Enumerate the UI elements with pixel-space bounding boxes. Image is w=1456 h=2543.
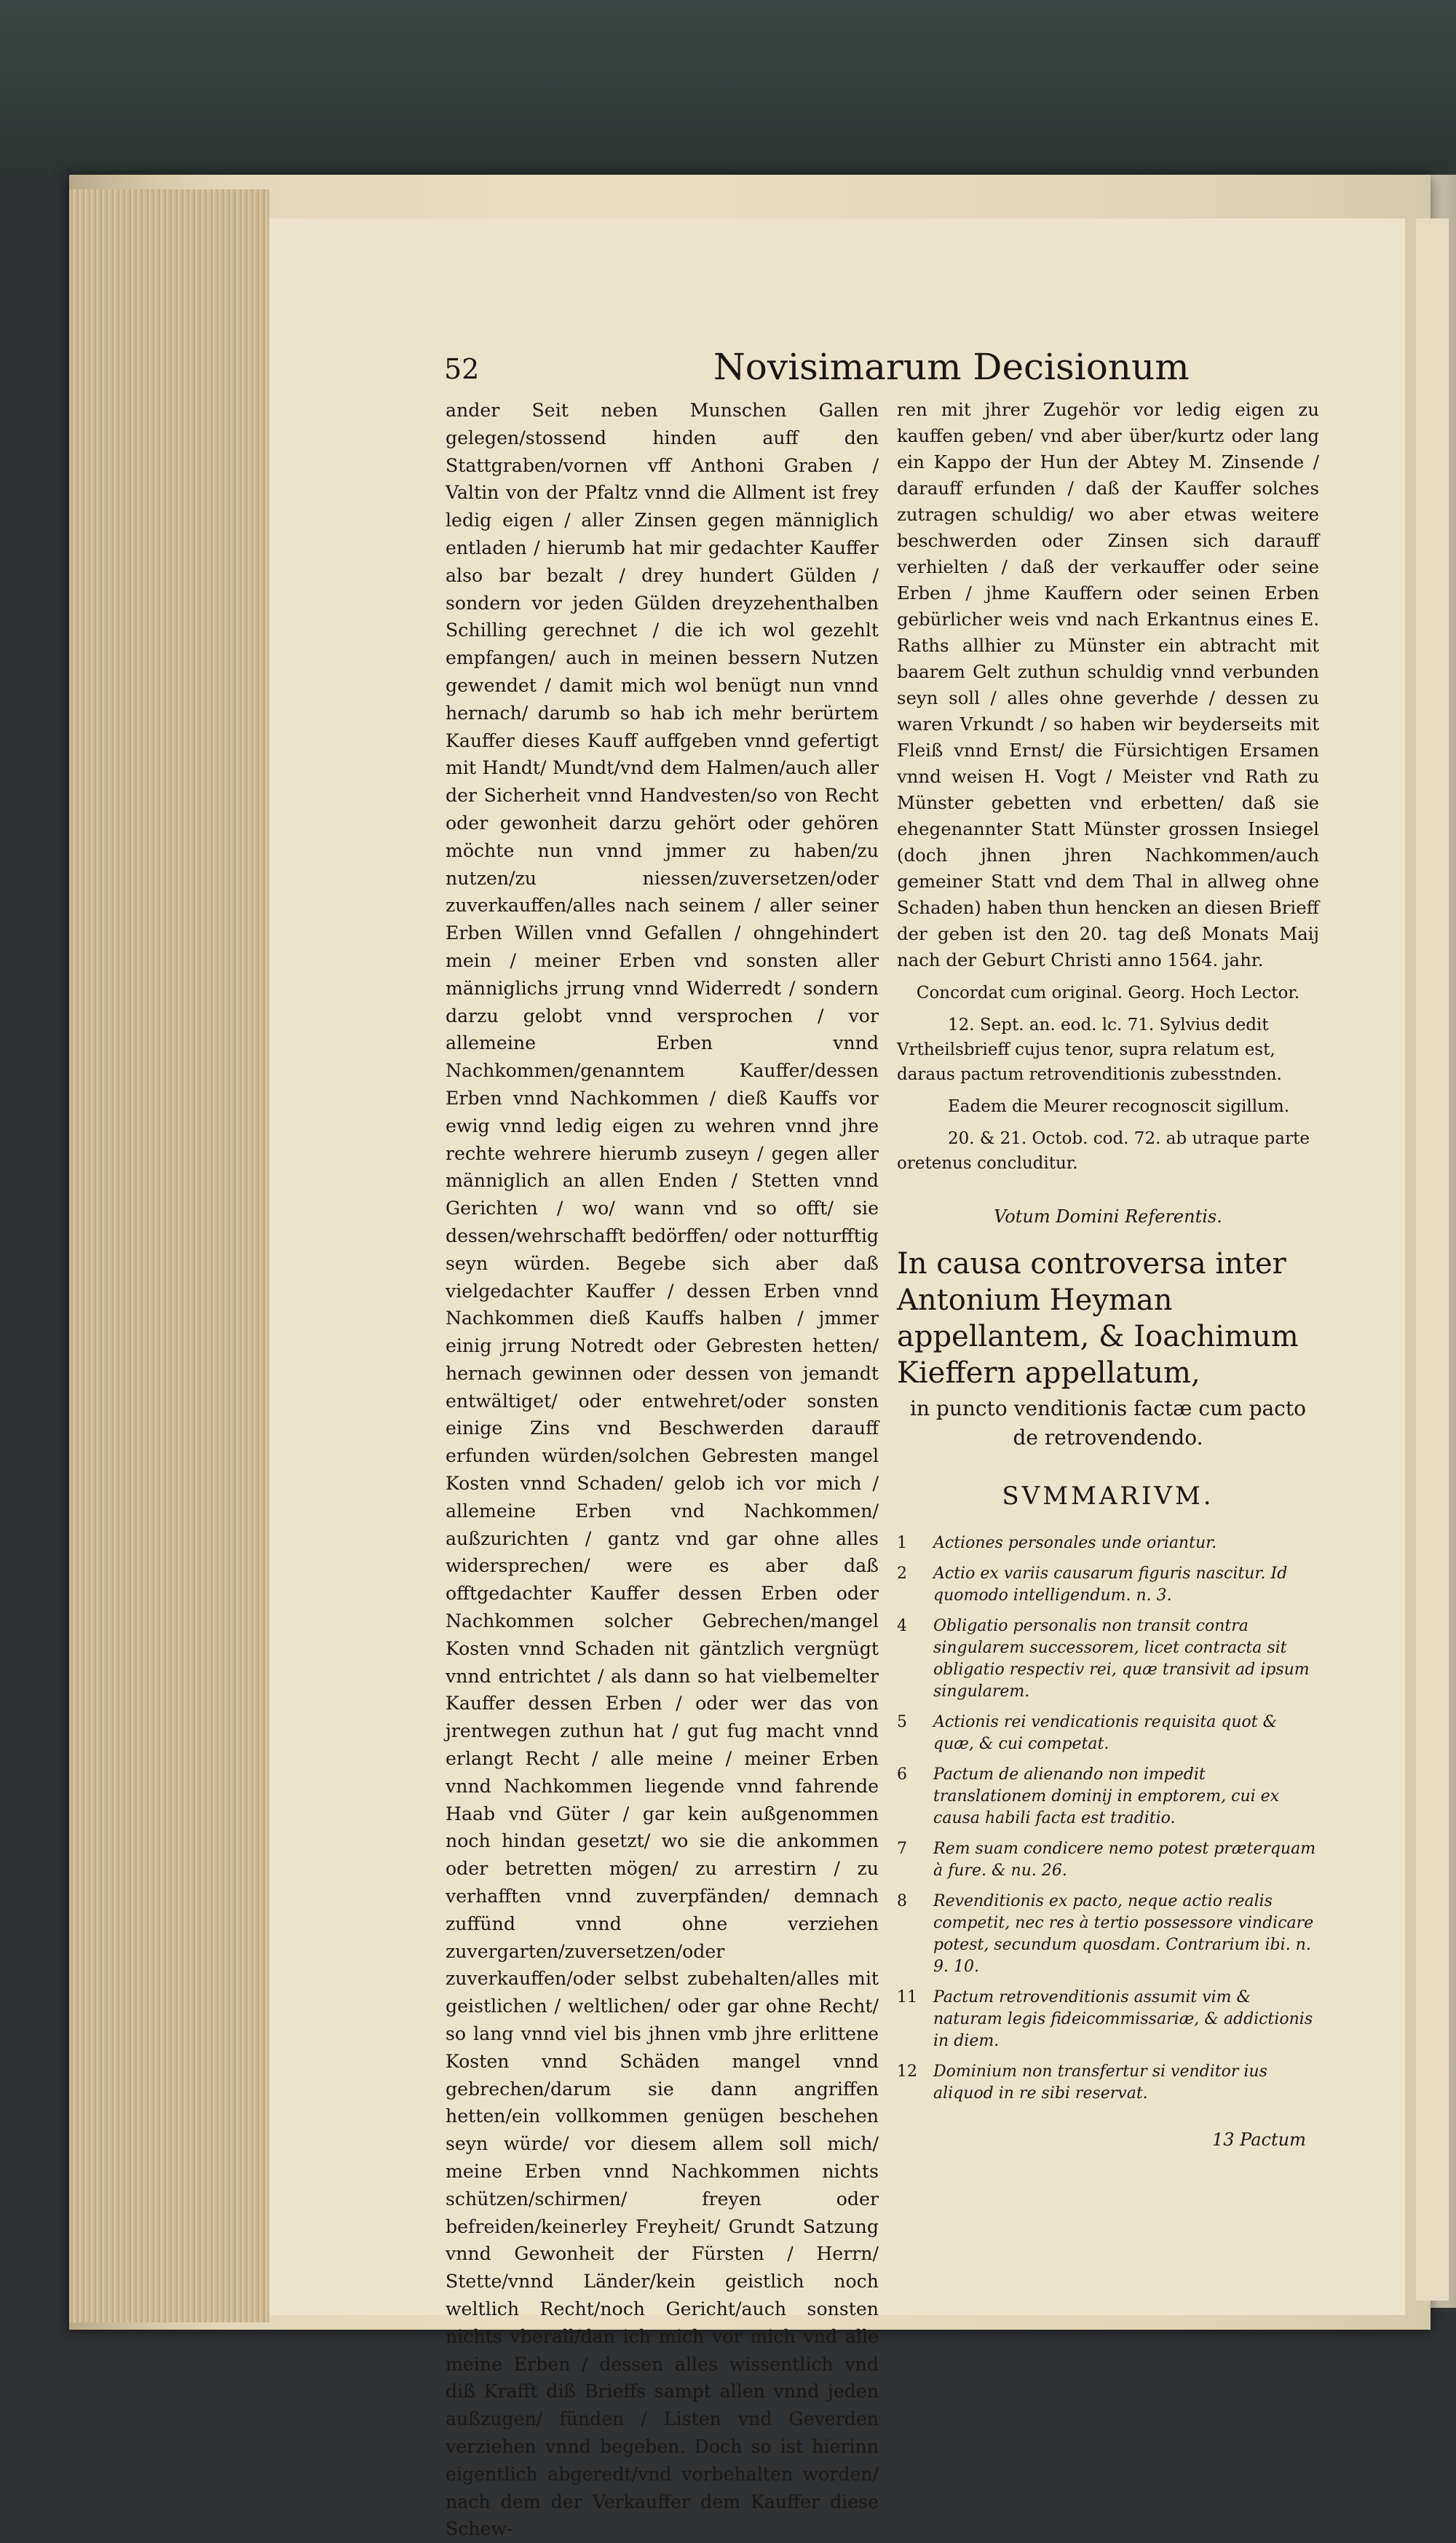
left-column-text: ander Seit neben Munschen Gallen gelegen/stossend hinden auff den Stattgraben/vornen vff Anthoni Graben / Valtin von der Pfaltz vnnd die Allment ist frey ledig eigen / aller Zinsen gegen männiglich entladen / hierumb hat mir gedachter Kauffer also bar bezalt / drey hundert Gülden / sondern vor jeden Gülden dreyzehenthalben Schilling gerechnet / die ich wol gezehlt empfangen/ auch in meinen bessern Nutzen gewendet / damit mich wol benügt nun vnnd hernach/ darumb so hab ich mehr berürtem Kauffer dieses Kauff auffgeben vnnd gefertigt mit Handt/ Mundt/vnd dem Halmen/auch aller der Sicherheit vnnd Handvesten/so von Recht oder gewonheit darzu gehört oder gehören möchte nun vnnd jmmer zu haben/zu nutzen/zu niessen/zuversetzen/oder zuverkauffen/alles nach seinem / aller seiner Erben Willen vnnd Gefallen / ohngehindert mein / meiner Erben vnd sonsten aller männiglichs jrrung vnnd Widerredt / sondern darzu gelobt vnnd versprochen / vor allemeine Erben vnnd Nachkommen/genanntem Kauffer/dessen Erben vnnd Nachkommen / dieß Kauffs vor ewig vnnd ledig eigen zu wehren vnnd jhre rechte wehrere hierumb zuseyn / gegen aller männiglich an allen Enden / Stetten vnnd Gerichten / wo/ wann vnd so offt/ sie dessen/wehrschafft bedörffen/ oder notturfftig seyn würden. Begebe sich aber daß vielgedachter Kauffer / dessen Erben vnnd Nachkommen dieß Kauffs halben / jmmer einig jrrung Notredt oder Gebresten hetten/ hernach gewinnen oder dessen von jemandt entwältiget/ oder entwehret/oder sonsten einige Zins vnd Beschwerden darauff erfunden würden/solchen Gebresten mangel Kosten vnnd Schaden/ gelob ich vor mich / allemeine Erben vnd Nachkommen/ außzurichten / gantz vnd gar ohne alles widersprechen/ were es aber daß offtgedachter Kauffer dessen Erben oder Nachkommen solcher Gebrechen/mangel Kosten vnnd Schaden nit gäntzlich vergnügt vnnd entrichtet / als dann so hat vielbemelter Kauffer dessen Erben / oder wer das von jrentwegen zuthun hat / gut fug macht vnnd erlangt Recht / alle meine / meiner Erben vnnd Nachkommen liegende vnnd fahrende Haab vnd Güter / gar kein außgenommen noch hindan gesetzt/ wo sie die ankommen oder betretten mögen/ zu arrestirn / zu verhafften vnnd zuverpfänden/ demnach zuffünd vnnd ohne verziehen zuvergarten/zuversetzen/oder zuverkauffen/oder selbst zubehalten/alles mit geistlichen / weltlichen/ oder gar ohne Recht/ so lang vnnd viel bis jhnen vmb jhre erlittene Kosten vnnd Schäden mangel vnnd gebrechen/darum sie dann angriffen hetten/ein vollkommen genügen beschehen seyn würde/ vor diesem allem soll mich/ meine Erben vnnd Nachkommen nichts schützen/schirmen/ freyen oder befreiden/keinerley Freyheit/ Grundt Satzung vnnd Gewonheit der Fürsten / Herrn/ Stette/vnnd Länder/kein geistlich noch weltlich Recht/noch Gericht/auch sonsten nichts vberall/dan ich mich vor mich vnd alle meine Erben / dessen alles wissentlich vnd diß Krafft diß Brieffs sampt allen vnnd jeden außzugen/ fünden / Listen vnd Geverden verziehen vnnd begeben. Doch so ist hierinn eigentlich abgeredt/vnd vorbehalten worden/ nach dem der Verkauffer dem Kauffer diese Schew- [446, 400, 879, 2540]
case-subtitle: in puncto venditionis factæ cum pacto de retrovendendo. [910, 1396, 1306, 1450]
book-cover-board [0, 0, 1456, 175]
page-number: 52 [444, 353, 480, 385]
procedural-note-1: 12. Sept. an. eod. lc. 71. Sylvius dedit Vrtheilsbrieff cujus tenor, supra relatum est, daraus pactum retrovenditionis zubesstnden. [897, 1016, 1282, 1084]
summarium-list [897, 1532, 1319, 2105]
votum-heading: Votum Domini Referentis. [994, 1206, 1222, 1227]
procedural-note-3: 20. & 21. Octob. cod. 72. ab utraque parte oretenus concluditur. [897, 1129, 1310, 1173]
summarium-item: 7 Rem suam condicere nemo potest præterquam à fure. & nu. 26. [897, 1840, 1316, 1880]
concordat-note: Concordat cum original. Georg. Hoch Lector. [916, 984, 1300, 1002]
summarium-item: 12 Dominium non transfertur si venditor ius aliquod in re sibi reservat. [897, 2063, 1267, 2103]
page-fore-edge [69, 189, 269, 2322]
page-header [444, 346, 1303, 397]
summarium-item: 2 Actio ex variis causarum figuris nascitur. Id quomodo intelligendum. n. 3. [897, 1565, 1288, 1605]
summarium-item: 11 Pactum retrovenditionis assumit vim & naturam legis fideicommissariæ, & addictionis in diem. [897, 1988, 1313, 2050]
procedural-note-2: Eadem die Meurer recognoscit sigillum. [948, 1097, 1290, 1116]
running-title: Novisimarum Decisionum [713, 346, 1190, 388]
summarium-item: 5 Actionis rei vendicationis requisita quot & quæ, & cui competat. [897, 1713, 1278, 1753]
summarium-item: 6 Pactum de alienando non impedit translationem dominij in emptorem, cui ex causa habili facta est traditio. [897, 1765, 1280, 1827]
summarium-heading: SVMMARIVM. [1002, 1482, 1214, 1511]
summarium-item: 1 Actiones personales unde oriantur. [897, 1534, 1217, 1552]
left-column [446, 397, 879, 2540]
summarium-item: 4 Obligatio personalis non transit contra singularem successorem, licet contracta sit obligatio respectiv rei, quæ transivit ad ipsum singularem. [897, 1617, 1310, 1701]
catchword: 13 Pactum [1212, 2129, 1306, 2150]
facing-page-edge [1416, 218, 1449, 2301]
case-title: In causa controversa inter Antonium Heyman appellantem, & Ioachimum Kieffern appellatum, [897, 1247, 1299, 1390]
right-column [897, 397, 1319, 2166]
summarium-item: 8 Revenditionis ex pacto, neque actio realis competit, nec res à tertio possessore vindicare potest, secundum quosdam. Contrarium ibi. n. 9. 10. [897, 1892, 1314, 1976]
right-column-text: ren mit jhrer Zugehör vor ledig eigen zu kauffen geben/ vnd aber über/kurtz oder lang ein Kappo der Hun der Abtey M. Zinsende / darauff erfunden / daß der Kauffer solches zutragen schuldig/ wo aber etwas weitere beschwerden oder Zinsen sich darauff verhielten / daß der verkauffer oder seine Erben / jhme Kauffern oder seinen Erben gebürlicher weis vnd nach Erkantnus eines E. Raths allhier zu Münster ein abtracht mit baarem Gelt zuthun schuldig vnnd verbunden seyn soll / alles ohne geverhde / dessen zu waren Vrkundt / so haben wir beyderseits mit Fleiß vnnd Ernst/ die Fürsichtigen Ersamen vnnd weisen H. Vogt / Meister vnd Rath zu Münster gebetten vnd erbetten/ daß sie ehegenannter Statt Münster grossen Insiegel (doch jhnen jhren Nachkommen/auch gemeiner Statt vnd dem Thal in allweg ohne Schaden) haben thun hencken an diesen Brieff der geben ist den 20. tag deß Monats Maij nach der Geburt Christi anno 1564. jahr. [897, 399, 1319, 970]
